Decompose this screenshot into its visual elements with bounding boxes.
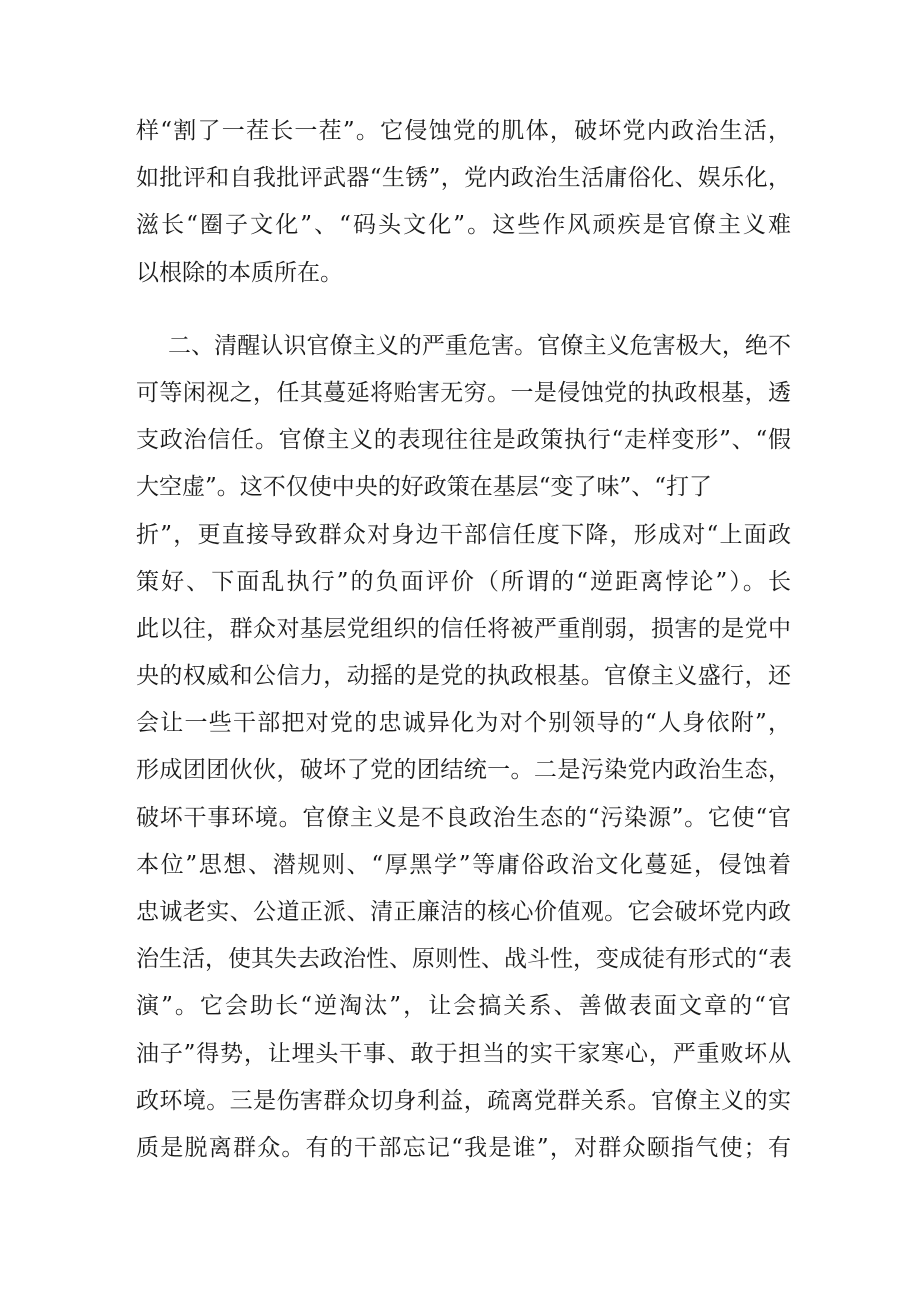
text-line: 质是脱离群众。有的干部忘记“我是谁”，对群众颐指气使；有 [136, 1134, 791, 1161]
text-line: 以根除的本质所在。 [136, 259, 343, 286]
document-page [136, 108, 791, 1172]
text-line: 破坏干事环境。官僚主义是不良政治生态的“污染源”。它使“官 [136, 804, 791, 831]
text-line: 策好、下面乱执行”的负面评价（所谓的“逆距离悖论”）。长 [136, 568, 791, 595]
text-line: 二、清醒认识官僚主义的严重危害。官僚主义危害极大，绝不 [168, 332, 791, 359]
paragraph-spacer [136, 297, 791, 323]
text-line: 可等闲视之，任其蔓延将贻害无穷。一是侵蚀党的执政根基，透 [136, 379, 791, 406]
text-line: 形成团团伙伙，破坏了党的团结统一。二是污染党内政治生态， [136, 757, 791, 784]
text-line: 折”，更直接导致群众对身边干部信任度下降，形成对“上面政 [136, 521, 791, 548]
text-line: 样“割了一茬长一茬”。它侵蚀党的肌体，破坏党内政治生活， [136, 118, 791, 144]
paragraph-1 [136, 108, 791, 297]
text-line: 如批评和自我批评武器“生锈”，党内政治生活庸俗化、娱乐化， [136, 165, 791, 192]
text-line: 本位”思想、潜规则、“厚黑学”等庸俗政治文化蔓延，侵蚀着 [136, 851, 791, 878]
text-line: 支政治信任。官僚主义的表现往往是政策执行“走样变形”、“假 [136, 427, 791, 454]
text-line: 忠诚老实、公道正派、清正廉洁的核心价值观。它会破坏党内政 [136, 899, 791, 925]
text-line: 大空虚”。这不仅使中央的好政策在基层“变了味”、“打了 [136, 474, 713, 501]
text-line: 此以往，群众对基层党组织的信任将被严重削弱，损害的是党中 [136, 615, 791, 642]
text-line: 会让一些干部把对党的忠诚异化为对个别领导的“人身依附”， [136, 710, 791, 737]
paragraph-2 [136, 323, 791, 1172]
text-line: 滋长“圈子文化”、“码头文化”。这些作风顽疾是官僚主义难 [136, 212, 791, 239]
text-line: 演”。它会助长“逆淘汰”，让会搞关系、善做表面文章的“官 [136, 993, 791, 1020]
text-line: 政环境。三是伤害群众切身利益，疏离党群关系。官僚主义的实 [136, 1087, 791, 1114]
text-line: 治生活，使其失去政治性、原则性、战斗性，变成徒有形式的“表 [136, 946, 792, 973]
text-line: 油子”得势，让埋头干事、敢于担当的实干家寒心，严重败坏从 [136, 1040, 791, 1067]
text-line: 央的权威和公信力，动摇的是党的执政根基。官僚主义盛行，还 [136, 663, 791, 690]
